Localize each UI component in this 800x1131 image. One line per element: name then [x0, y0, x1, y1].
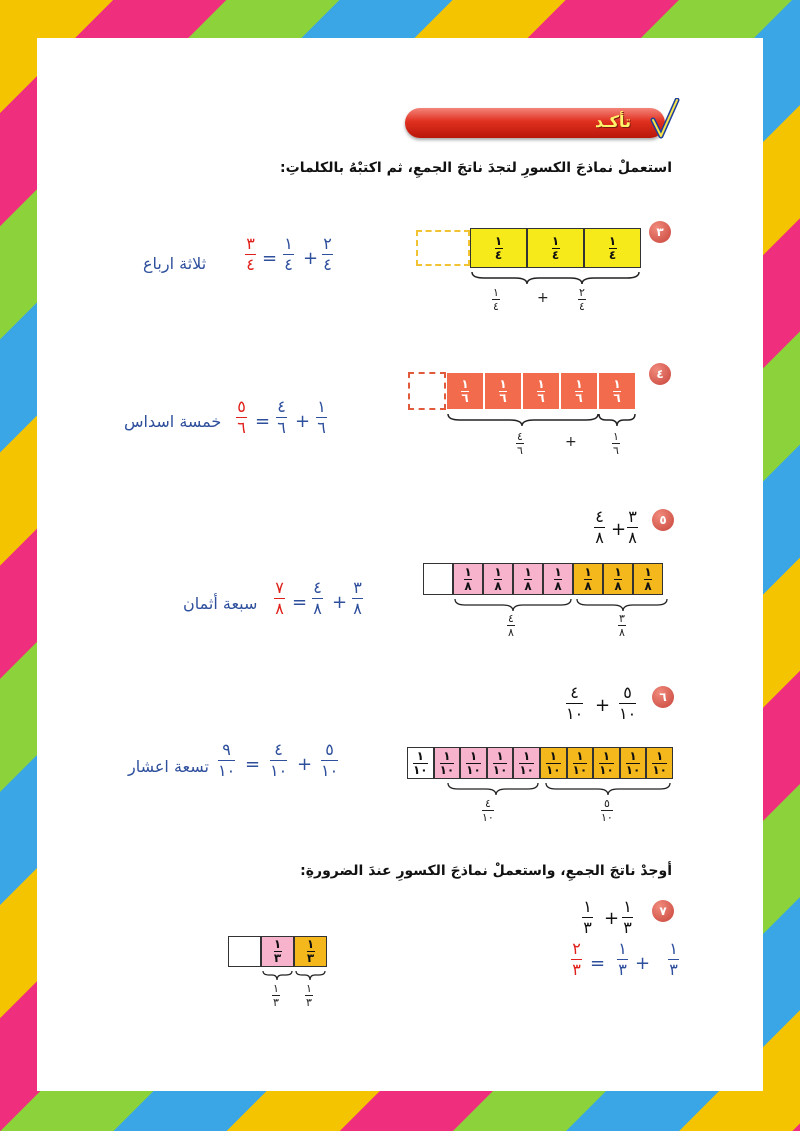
- addend-fraction: ١ ٣: [618, 939, 627, 979]
- problem-number: ٣: [649, 221, 671, 243]
- answer-words: تسعة اعشار: [128, 757, 209, 776]
- addend-fraction: ٢ ٤: [323, 234, 332, 274]
- brace-group: [470, 270, 641, 286]
- fraction-cell: $\frac{١}{١٠}$: [540, 747, 567, 779]
- fraction-cell: $\frac{١}{١٠}$: [646, 747, 673, 779]
- fraction-cell: $\frac{١}{٨}$: [543, 563, 573, 595]
- problem-number: ٧: [652, 900, 674, 922]
- addend-fraction: ٣ ٨: [353, 578, 362, 618]
- brace-plus: +: [537, 290, 549, 306]
- fraction-cell: $\frac{١}{٣}$: [294, 936, 327, 967]
- fraction-model-sixths: [446, 372, 636, 410]
- fraction-cell: $\frac{١}{٤}$: [584, 228, 641, 268]
- equals-sign: =: [292, 592, 308, 613]
- empty-cell: [228, 936, 261, 967]
- empty-dashed-cell: [408, 372, 446, 410]
- answer-words: خمسة اسداس: [124, 412, 222, 431]
- answer-fraction: ٥ ٦: [237, 397, 246, 437]
- fraction-cell: $\frac{١}{٣}$: [261, 936, 294, 967]
- brace-label-left: $\frac{١}{٣}$: [273, 982, 279, 1009]
- fraction-cell: $\frac{١}{٦}$: [598, 372, 636, 410]
- plus-sign: +: [297, 754, 313, 775]
- fraction-model-tenths: [407, 747, 673, 779]
- brace-label-right: $\frac{٣}{٨}$: [619, 612, 625, 639]
- addend-fraction: ١ ٣: [669, 939, 678, 979]
- brace-plus: +: [565, 434, 577, 450]
- brace-label-left: $\frac{١}{٤}$: [493, 286, 499, 313]
- answer-fraction: ٧ ٨: [275, 578, 284, 618]
- addend-fraction: ٤ ١٠: [270, 740, 288, 780]
- fraction-model-thirds: [228, 936, 327, 967]
- prompt-fraction: ٤ ٨: [595, 507, 604, 547]
- fraction-cell: $\frac{١}{٨}$: [633, 563, 663, 595]
- brace-label-right: $\frac{١}{٦}$: [613, 430, 619, 457]
- plus-sign: +: [295, 411, 311, 432]
- fraction-cell: $\frac{١}{٨}$: [453, 563, 483, 595]
- addend-fraction: ٤ ٦: [277, 397, 286, 437]
- answer-fraction: ٩ ١٠: [218, 740, 236, 780]
- fraction-cell: $\frac{١}{٨}$: [573, 563, 603, 595]
- checkmark-icon: [650, 98, 680, 142]
- fraction-cell: $\frac{١}{١٠}$: [487, 747, 514, 779]
- fraction-model-eighths: [423, 563, 663, 595]
- equals-sign: =: [245, 754, 261, 775]
- plus-sign: +: [635, 953, 651, 974]
- brace-label-right: $\frac{٥}{١٠}$: [601, 797, 613, 824]
- prompt-fraction: ٥ ١٠: [619, 683, 637, 723]
- instruction-text-2: أوجدْ ناتجَ الجمعِ، واستعملْ نماذجَ الكسورِ عندَ الضرورةِ:: [300, 863, 672, 879]
- answer-fraction: ٣ ٤: [246, 234, 255, 274]
- fraction-cell: $\frac{١}{١٠}$: [567, 747, 594, 779]
- addend-fraction: ١ ٦: [317, 397, 326, 437]
- problem-number: ٤: [649, 363, 671, 385]
- brace-group: [446, 412, 638, 428]
- fraction-cell: $\frac{١}{٦}$: [522, 372, 560, 410]
- fraction-cell: $\frac{١}{٦}$: [484, 372, 522, 410]
- prompt-fraction: ١ ٣: [623, 897, 632, 937]
- fraction-cell: $\frac{١}{١٠}$: [593, 747, 620, 779]
- fraction-cell: $\frac{١}{٦}$: [560, 372, 598, 410]
- brace-group: [434, 781, 674, 797]
- empty-cell: [423, 563, 453, 595]
- fraction-cell: $\frac{١}{١٠}$: [407, 747, 434, 779]
- equals-sign: =: [255, 411, 271, 432]
- brace-label-left: $\frac{٤}{١٠}$: [482, 797, 494, 824]
- fraction-cell: $\frac{١}{٤}$: [470, 228, 527, 268]
- equals-sign: =: [262, 248, 278, 269]
- plus-sign: +: [604, 908, 620, 929]
- brace-group: [453, 597, 669, 613]
- problem-number: ٦: [652, 686, 674, 708]
- section-banner: [405, 108, 665, 138]
- plus-sign: +: [303, 248, 319, 269]
- plus-sign: +: [595, 695, 611, 716]
- addend-fraction: ١ ٤: [284, 234, 293, 274]
- plus-sign: +: [332, 592, 348, 613]
- equals-sign: =: [590, 953, 606, 974]
- fraction-cell: $\frac{١}{٨}$: [513, 563, 543, 595]
- fraction-cell: $\frac{١}{٤}$: [527, 228, 584, 268]
- addend-fraction: ٥ ١٠: [321, 740, 339, 780]
- fraction-cell: $\frac{١}{٨}$: [603, 563, 633, 595]
- addend-fraction: ٤ ٨: [313, 578, 322, 618]
- fraction-cell: $\frac{١}{١٠}$: [434, 747, 461, 779]
- plus-sign: +: [611, 519, 627, 540]
- answer-words: ثلاثة ارباع: [143, 254, 207, 273]
- prompt-fraction: ١ ٣: [583, 897, 592, 937]
- brace-label-left: $\frac{٤}{٨}$: [508, 612, 514, 639]
- fraction-cell: $\frac{١}{٨}$: [483, 563, 513, 595]
- answer-words: سبعة أثمان: [183, 594, 258, 613]
- prompt-fraction: ٣ ٨: [628, 507, 637, 547]
- instruction-text: استعملْ نماذجَ الكسورِ لتجدَ ناتجَ الجمعِ، ثم اكتبْهُ بالكلماتِ:: [280, 160, 672, 176]
- empty-dashed-cell: [416, 230, 470, 266]
- section-title: تأكـد: [594, 112, 631, 131]
- problem-number: ٥: [652, 509, 674, 531]
- prompt-fraction: ٤ ١٠: [566, 683, 584, 723]
- fraction-cell: $\frac{١}{١٠}$: [513, 747, 540, 779]
- fraction-model-fourths: [470, 228, 641, 268]
- brace-label-right: $\frac{١}{٣}$: [306, 982, 312, 1009]
- brace-group: [261, 969, 329, 983]
- fraction-cell: $\frac{١}{١٠}$: [460, 747, 487, 779]
- fraction-cell: $\frac{١}{١٠}$: [620, 747, 647, 779]
- answer-fraction: ٢ ٣: [572, 939, 581, 979]
- brace-label-right: $\frac{٢}{٤}$: [579, 286, 585, 313]
- fraction-cell: $\frac{١}{٦}$: [446, 372, 484, 410]
- brace-label-left: $\frac{٤}{٦}$: [517, 430, 523, 457]
